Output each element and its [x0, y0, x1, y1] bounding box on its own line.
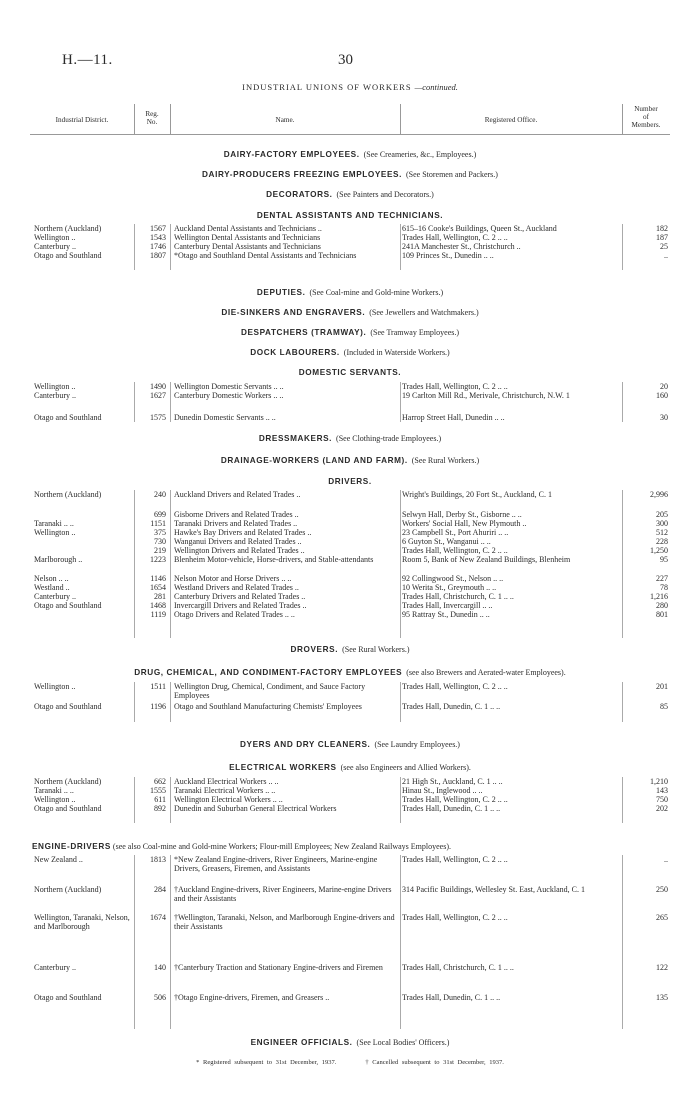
table-cell: Otago and Southland — [34, 413, 102, 422]
table-cell: Wanganui Drivers and Related Trades .. — [174, 537, 302, 546]
table-cell: Otago Drivers and Related Trades .. .. — [174, 610, 295, 619]
section-note: (See Creameries, &c., Employees.) — [363, 150, 477, 159]
table-cell: Hawke's Bay Drivers and Related Trades .. — [174, 528, 312, 537]
table-cell: 1151 — [150, 519, 166, 528]
table-row — [30, 786, 670, 795]
section-drovers — [0, 645, 700, 654]
page-title — [0, 82, 700, 92]
section-note: (see also Coal-mine and Gold-mine Workers; Flour-mill Employees; New Zealand Railways Employees). — [112, 842, 451, 851]
table-cell: 92 Collingwood St., Nelson .. .. — [402, 574, 504, 583]
table-cell: 228 — [656, 537, 668, 546]
section-drainage — [0, 456, 700, 465]
table-row — [30, 682, 670, 702]
section-heading: DAIRY-FACTORY EMPLOYEES. — [223, 150, 360, 159]
table-cell: 182 — [656, 224, 668, 233]
table-cell: Taranaki .. .. — [34, 786, 74, 795]
table-cell: Wellington Electrical Workers .. .. — [174, 795, 283, 804]
table-cell: Marlborough .. — [34, 555, 83, 564]
table-row — [30, 574, 670, 583]
table-cell: Otago and Southland — [34, 804, 102, 813]
section-drivers — [0, 477, 700, 486]
table-cell: 284 — [154, 885, 166, 894]
table-cell: Wellington Drug, Chemical, Condiment, and Sauce Factory Employees — [174, 682, 366, 700]
table-cell: Canterbury Domestic Workers .. .. — [174, 391, 284, 400]
section-dairy-factory — [0, 150, 700, 159]
table-cell: Nelson Motor and Horse Drivers .. .. — [174, 574, 292, 583]
table-row — [30, 391, 670, 413]
table-cell: Wellington, Taranaki, Nelson, and Marlborough — [34, 913, 130, 931]
table-cell: Workers' Social Hall, New Plymouth .. — [402, 519, 527, 528]
section-heading: DRESSMAKERS. — [258, 434, 333, 443]
section-heading: DEPUTIES. — [256, 288, 306, 297]
table-cell: 25 — [660, 242, 668, 251]
table-row — [30, 702, 670, 720]
table-cell: 205 — [656, 510, 668, 519]
section-dyers — [0, 740, 700, 749]
section-heading: DROVERS. — [290, 645, 339, 654]
section-heading: DIE-SINKERS AND ENGRAVERS. — [221, 308, 366, 317]
section-engineer-officials — [0, 1038, 700, 1047]
section-heading: DOCK LABOURERS. — [250, 348, 340, 357]
section-electrical — [0, 763, 700, 772]
table-cell: Westland Drivers and Related Trades .. — [174, 583, 299, 592]
section-heading: DESPATCHERS (TRAMWAY). — [240, 328, 367, 337]
col-district: Industrial District. — [55, 116, 109, 124]
table-cell: Canterbury Dental Assistants and Technicians — [174, 242, 321, 251]
table-row — [30, 885, 670, 913]
table-row — [30, 777, 670, 786]
table-cell: 202 — [656, 804, 668, 813]
table-cell: 227 — [656, 574, 668, 583]
section-heading: DRAINAGE-WORKERS (LAND AND FARM). — [220, 456, 408, 465]
table-cell: 219 — [154, 546, 166, 555]
table-electrical — [30, 777, 670, 823]
section-heading: DYERS AND DRY CLEANERS. — [240, 740, 371, 749]
table-row — [30, 592, 670, 601]
table-cell: 1146 — [150, 574, 166, 583]
table-cell: 1654 — [150, 583, 166, 592]
table-row — [30, 913, 670, 963]
report-reference: H.—11. — [62, 52, 113, 68]
table-cell: 730 — [154, 537, 166, 546]
table-cell: Wellington .. — [34, 382, 76, 391]
table-cell: 1223 — [150, 555, 166, 564]
table-cell: 280 — [656, 601, 668, 610]
table-cell: Trades Hall, Invercargill .. .. — [402, 601, 493, 610]
section-note: (See Coal-mine and Gold-mine Workers.) — [309, 288, 444, 297]
table-cell: Blenheim Motor-vehicle, Horse-drivers, and Stable-attendants — [174, 555, 374, 564]
table-cell: 20 — [660, 382, 668, 391]
table-row — [30, 795, 670, 804]
table-cell: 122 — [656, 963, 668, 972]
table-cell: Selwyn Hall, Derby St., Gisborne .. .. — [402, 510, 522, 519]
section-note: (see also Engineers and Allied Workers). — [340, 763, 471, 772]
table-row — [30, 510, 670, 519]
page-title-text: —continued. — [414, 82, 458, 92]
table-cell: 241A Manchester St., Christchurch .. — [402, 242, 521, 251]
table-cell: 30 — [660, 413, 668, 422]
table-cell: 506 — [154, 993, 166, 1002]
section-heading: DRUG, CHEMICAL, AND CONDIMENT-FACTORY EMPLOYEES — [134, 668, 403, 677]
column-headers — [30, 104, 670, 135]
table-domestic — [30, 382, 670, 422]
table-cell: 512 — [656, 528, 668, 537]
table-cell: Northern (Auckland) — [34, 777, 102, 786]
table-cell: Wright's Buildings, 20 Fort St., Auckland, C. 1 — [402, 490, 553, 499]
section-heading: ENGINE-DRIVERS — [32, 842, 111, 851]
table-cell: 143 — [656, 786, 668, 795]
section-die-sinkers — [0, 308, 700, 317]
table-cell: 10 Werita St., Greymouth .. .. — [402, 583, 497, 592]
table-cell: 300 — [656, 519, 668, 528]
table-cell: Trades Hall, Dunedin, C. 1 .. .. — [402, 702, 501, 711]
table-cell: 2,996 — [650, 490, 668, 499]
table-cell: 6 Guyton St., Wanganui .. .. — [402, 537, 491, 546]
table-cell: Trades Hall, Wellington, C. 2 .. .. — [402, 382, 508, 391]
table-cell: Trades Hall, Wellington, C. 2 .. .. — [402, 233, 508, 242]
table-cell: Trades Hall, Dunedin, C. 1 .. .. — [402, 993, 501, 1002]
table-cell: †Auckland Engine-drivers, River Engineers, Marine-engine Drivers and their Assistants — [174, 885, 392, 903]
table-drivers — [30, 490, 670, 638]
table-cell: 21 High St., Auckland, C. 1 .. .. — [402, 777, 503, 786]
section-heading: DENTAL ASSISTANTS AND TECHNICIANS. — [256, 211, 444, 220]
table-cell: 1119 — [150, 610, 166, 619]
table-row — [30, 242, 670, 251]
table-cell: Taranaki Electrical Workers .. .. — [174, 786, 276, 795]
page-title-text: INDUSTRIAL UNIONS OF WORKERS — [242, 82, 412, 92]
table-row — [30, 519, 670, 528]
table-cell: Canterbury .. — [34, 963, 76, 972]
table-cell: 1575 — [150, 413, 166, 422]
section-heading: DECORATORS. — [266, 190, 333, 199]
table-cell: Wellington .. — [34, 682, 76, 691]
table-cell: Gisborne Drivers and Related Trades .. — [174, 510, 299, 519]
table-cell: Dunedin Domestic Servants .. .. — [174, 413, 276, 422]
table-row — [30, 583, 670, 592]
table-cell: Otago and Southland Manufacturing Chemists' Employees — [174, 702, 362, 711]
table-cell: Harrop Street Hall, Dunedin .. .. — [402, 413, 505, 422]
section-note: (Included in Waterside Workers.) — [343, 348, 450, 357]
table-cell: Canterbury .. — [34, 242, 76, 251]
table-cell: 1543 — [150, 233, 166, 242]
table-cell: Trades Hall, Dunedin, C. 1 .. .. — [402, 804, 501, 813]
table-cell: Auckland Drivers and Related Trades .. — [174, 490, 301, 499]
table-cell: Otago and Southland — [34, 251, 102, 260]
table-cell: Wellington .. — [34, 233, 76, 242]
table-row — [30, 233, 670, 242]
table-cell: 1746 — [150, 242, 166, 251]
table-cell: Nelson .. .. — [34, 574, 69, 583]
table-cell: 140 — [154, 963, 166, 972]
table-cell: 240 — [154, 490, 166, 499]
table-row — [30, 993, 670, 1005]
table-cell: 1,210 — [650, 777, 668, 786]
table-cell: 1807 — [150, 251, 166, 260]
table-cell: 801 — [656, 610, 668, 619]
table-cell: Wellington .. — [34, 528, 76, 537]
section-dock — [0, 348, 700, 357]
table-cell: 1,250 — [650, 546, 668, 555]
page-number: 30 — [338, 52, 353, 68]
table-row — [30, 251, 670, 269]
table-cell: *New Zealand Engine-drivers, River Engineers, Marine-engine Drivers, Greasers, Firemen, and Assistants — [174, 855, 378, 873]
table-row — [30, 804, 670, 822]
section-drug — [0, 668, 700, 677]
table-row — [30, 555, 670, 574]
section-note: (See Painters and Decorators.) — [336, 190, 434, 199]
section-heading: DOMESTIC SERVANTS. — [298, 368, 402, 377]
section-note: (See Laundry Employees.) — [374, 740, 460, 749]
table-cell: *Otago and Southland Dental Assistants and Technicians — [174, 251, 357, 260]
table-cell: 160 — [656, 391, 668, 400]
table-cell: Trades Hall, Christchurch, C. 1 .. .. — [402, 963, 514, 972]
table-row — [30, 528, 670, 537]
table-row — [30, 413, 670, 422]
section-heading: ELECTRICAL WORKERS — [229, 763, 337, 772]
table-cell: 1813 — [150, 855, 166, 864]
table-cell: 109 Princes St., Dunedin .. .. — [402, 251, 494, 260]
section-heading: DRIVERS. — [328, 477, 372, 486]
section-despatchers — [0, 328, 700, 337]
footnotes — [0, 1059, 700, 1066]
section-decorators — [0, 190, 700, 199]
table-engine-drivers — [30, 855, 670, 1029]
table-cell: 281 — [154, 592, 166, 601]
table-cell: 1627 — [150, 391, 166, 400]
table-cell: Northern (Auckland) — [34, 885, 102, 894]
section-heading: ENGINEER OFFICIALS. — [250, 1038, 353, 1047]
table-row — [30, 610, 670, 619]
table-cell: Wellington Drivers and Related Trades .. — [174, 546, 305, 555]
table-cell: Wellington Dental Assistants and Technicians — [174, 233, 321, 242]
table-cell: 1674 — [150, 913, 166, 922]
section-note: (See Local Bodies' Officers.) — [356, 1038, 450, 1047]
section-dairy-producers — [0, 170, 700, 179]
table-cell: New Zealand .. — [34, 855, 83, 864]
section-note: (see also Brewers and Aerated-water Employees). — [406, 668, 566, 677]
table-cell: 1511 — [150, 682, 166, 691]
table-cell: Trades Hall, Wellington, C. 2 .. .. — [402, 913, 508, 922]
table-row — [30, 224, 670, 233]
col-office: Registered Office. — [484, 116, 538, 124]
table-cell: 1196 — [150, 702, 166, 711]
table-cell: Otago and Southland — [34, 993, 102, 1002]
table-cell: 1555 — [150, 786, 166, 795]
table-cell: 750 — [656, 795, 668, 804]
table-cell: 78 — [660, 583, 668, 592]
table-cell: 23 Campbell St., Port Ahuriri .. .. — [402, 528, 509, 537]
section-deputies — [0, 288, 700, 297]
table-cell: 265 — [656, 913, 668, 922]
section-note: (See Clothing-trade Employees.) — [336, 434, 442, 443]
col-members: Number of Members. — [631, 105, 661, 129]
table-cell: Northern (Auckland) — [34, 224, 102, 233]
col-name: Name. — [275, 116, 295, 124]
table-cell: Westland .. — [34, 583, 70, 592]
section-heading: DAIRY-PRODUCERS FREEZING EMPLOYEES. — [202, 170, 402, 179]
section-note: (See Rural Workers.) — [342, 645, 410, 654]
table-row — [30, 382, 670, 391]
table-cell: Canterbury .. — [34, 391, 76, 400]
table-cell: 187 — [656, 233, 668, 242]
table-drug — [30, 682, 670, 722]
section-note: (See Jewellers and Watchmakers.) — [369, 308, 479, 317]
table-cell: Auckland Electrical Workers .. .. — [174, 777, 279, 786]
table-cell: 95 — [660, 555, 668, 564]
table-cell: Taranaki Drivers and Related Trades .. — [174, 519, 298, 528]
table-cell: Taranaki .. .. — [34, 519, 74, 528]
table-cell: Otago and Southland — [34, 702, 102, 711]
table-cell: Invercargill Drivers and Related Trades .. — [174, 601, 307, 610]
table-cell: Trades Hall, Wellington, C. 2 .. .. — [402, 795, 508, 804]
table-cell: Trades Hall, Wellington, C. 2 .. .. — [402, 546, 508, 555]
table-dental — [30, 224, 670, 270]
table-cell: Wellington Domestic Servants .. .. — [174, 382, 284, 391]
table-cell: Room 5, Bank of New Zealand Buildings, Blenheim — [402, 555, 571, 564]
table-cell: 135 — [656, 993, 668, 1002]
section-note: (See Storemen and Packers.) — [405, 170, 498, 179]
table-cell: 1,216 — [650, 592, 668, 601]
table-cell: Auckland Dental Assistants and Technicians .. — [174, 224, 322, 233]
section-dressmakers — [0, 434, 700, 443]
table-cell: Canterbury Drivers and Related Trades .. — [174, 592, 306, 601]
table-cell: Trades Hall, Wellington, C. 2 .. .. — [402, 855, 508, 864]
table-cell: †Wellington, Taranaki, Nelson, and Marlborough Engine-drivers and their Assistants — [174, 913, 395, 931]
table-cell: .. — [664, 251, 668, 260]
table-row — [30, 601, 670, 610]
footnote-registered: * Registered subsequent to 31st December, 1937. — [196, 1059, 337, 1066]
table-cell: 1468 — [150, 601, 166, 610]
table-cell: 892 — [154, 804, 166, 813]
table-cell: †Otago Engine-drivers, Firemen, and Greasers .. — [174, 993, 330, 1002]
col-reg: Reg. No. — [145, 110, 159, 126]
table-cell: †Canterbury Traction and Stationary Engine-drivers and Firemen — [174, 963, 383, 972]
footnote-cancelled: † Cancelled subsequent to 31st December, 1937. — [365, 1059, 504, 1066]
table-cell: Wellington .. — [34, 795, 76, 804]
table-row — [30, 546, 670, 555]
table-cell: 85 — [660, 702, 668, 711]
table-cell: 1567 — [150, 224, 166, 233]
table-cell: 611 — [154, 795, 166, 804]
section-note: (See Rural Workers.) — [411, 456, 480, 465]
table-cell: Trades Hall, Wellington, C. 2 .. .. — [402, 682, 508, 691]
table-cell: 662 — [154, 777, 166, 786]
table-cell: 201 — [656, 682, 668, 691]
table-cell: 1490 — [150, 382, 166, 391]
table-cell: 250 — [656, 885, 668, 894]
section-note: (See Tramway Employees.) — [370, 328, 460, 337]
section-engine-drivers — [32, 842, 672, 851]
table-cell: Trades Hall, Christchurch, C. 1 .. .. — [402, 592, 514, 601]
section-dental — [0, 211, 700, 220]
table-cell: Canterbury .. — [34, 592, 76, 601]
table-row — [30, 855, 670, 885]
table-cell: 19 Carlton Mill Rd., Merivale, Christchurch, N.W. 1 — [402, 391, 570, 400]
table-cell: 95 Rattray St., Dunedin .. .. — [402, 610, 490, 619]
table-cell: .. — [664, 855, 668, 864]
table-cell: Northern (Auckland) — [34, 490, 102, 499]
table-cell: 615–16 Cooke's Buildings, Queen St., Auckland — [402, 224, 557, 233]
table-cell: Otago and Southland — [34, 601, 102, 610]
table-row — [30, 490, 670, 510]
table-cell: 314 Pacific Buildings, Wellesley St. East, Auckland, C. 1 — [402, 885, 585, 894]
table-row — [30, 963, 670, 993]
table-row — [30, 537, 670, 546]
table-cell: Dunedin and Suburban General Electrical Workers — [174, 804, 337, 813]
table-cell: 375 — [154, 528, 166, 537]
table-cell: 699 — [154, 510, 166, 519]
table-cell: Hinau St., Inglewood .. .. — [402, 786, 483, 795]
section-domestic — [0, 368, 700, 377]
